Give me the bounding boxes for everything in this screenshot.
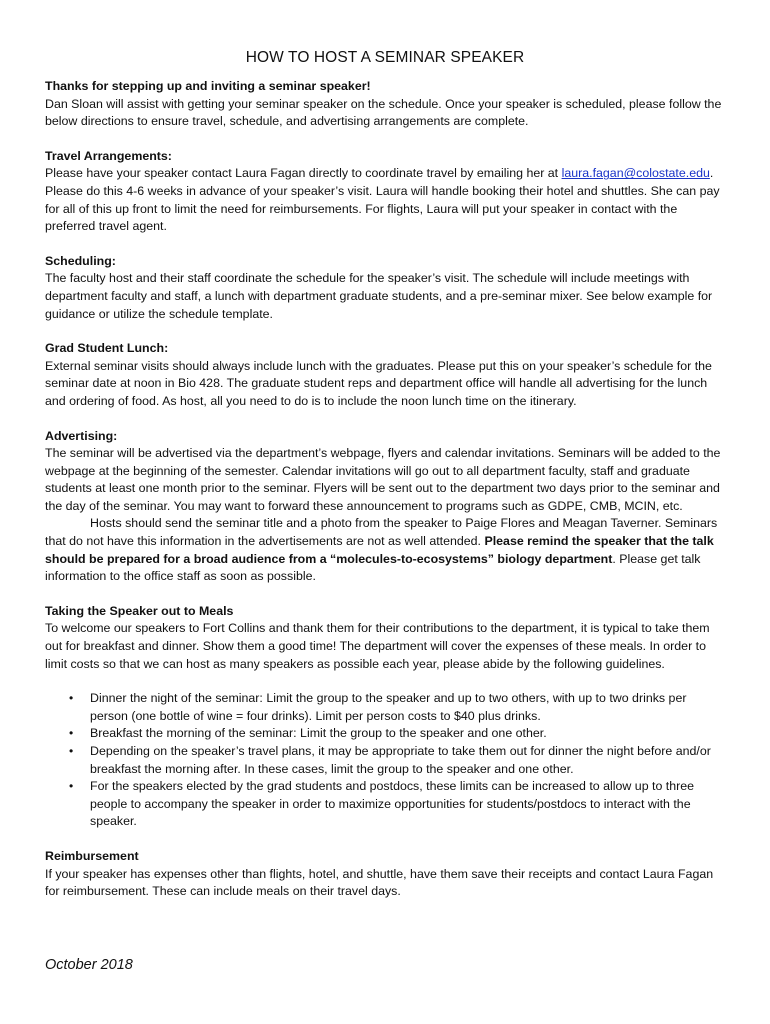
advertising-heading: Advertising: [45, 428, 118, 443]
footer-date: October 2018 [45, 957, 133, 973]
scheduling-section [45, 253, 725, 323]
advertising-para-2 [45, 515, 725, 585]
lunch-heading: Grad Student Lunch: [45, 341, 169, 356]
list-item-text: Breakfast the morning of the seminar: Limit the group to the speaker and one other. [90, 726, 547, 741]
reimbursement-text: If your speaker has expenses other than flights, hotel, and shuttle, have them save their receipts and contact Laura Fagan for reimbursement. These can include meals on their travel days. [45, 866, 714, 899]
travel-text-before: Please have your speaker contact Laura Fagan directly to coordinate travel by emailing her at [45, 166, 562, 181]
lunch-text: External seminar visits should always include lunch with the graduates. Please put this on your speaker’s schedule for the seminar date at noon in Bio 428. The graduate student reps and department office will handle all advertising for the lunch and ordering of food. As host, all you need to do is to include the noon lunch time on the itinerary. [45, 358, 712, 408]
intro-heading: Thanks for stepping up and inviting a seminar speaker! [45, 79, 371, 93]
reimbursement-section [45, 848, 725, 901]
bullet-icon: • [69, 726, 74, 741]
advertising-para-2-end: . Please get talk information to the office staff as soon as possible. [45, 551, 701, 584]
list-item [45, 778, 725, 831]
meals-heading: Taking the Speaker out to Meals [45, 603, 234, 618]
bullet-icon: • [69, 779, 74, 794]
list-item [45, 725, 725, 743]
meals-text: To welcome our speakers to Fort Collins and thank them for their contributions to the department, it is typical to take them out for breakfast and dinner. Show them a good time! The department will cover the expenses of these meals. In order to limit costs so that we can host as many speakers as possible each year, please abide by the following guidelines. [45, 621, 710, 671]
list-item [45, 743, 725, 778]
meals-section [45, 603, 725, 673]
travel-heading: Travel Arrangements: [45, 148, 172, 163]
bullet-icon: • [69, 691, 74, 706]
list-item [45, 690, 725, 725]
list-item-text: Depending on the speaker’s travel plans, it may be appropriate to take them out for dinner the night before and/or breakfast the morning after. In these cases, limit the group to the speaker and one other. [90, 744, 711, 776]
document-page [45, 48, 725, 918]
advertising-para-1: The seminar will be advertised via the department’s webpage, flyers and calendar invitations. Seminars will be added to the webpage at the beginning of the semester. Calendar invitations will go out to all department faculty, staff and graduate students at least one month prior to the seminar. Flyers will be sent out to the department two days prior to the seminar and the day of the seminar. You may want to forward these announcement to programs such as GDPE, CMB, MCIN, etc. [45, 446, 721, 513]
bullet-icon: • [69, 744, 74, 758]
meals-guidelines-list [45, 690, 725, 831]
advertising-section [45, 428, 725, 586]
intro-text: Dan Sloan will assist with getting your seminar speaker on the schedule. Once your speaker is scheduled, please follow the below directions to ensure travel, schedule, and advertising arrangements are complete. [45, 96, 722, 129]
page-title: HOW TO HOST A SEMINAR SPEAKER [245, 49, 525, 66]
lunch-section [45, 340, 725, 410]
travel-section [45, 148, 725, 236]
travel-text-after: . Please do this 4-6 weeks in advance of your speaker’s visit. Laura will handle booking their hotel and shuttles. She can pay for all of this up front to limit the need for reimbursements. For flights, Laura will put your speaker in contact with the preferred travel agent. [45, 166, 720, 234]
reimbursement-heading: Reimbursement [45, 848, 139, 863]
advertising-reminder-bold: Please remind the speaker that the talk should be prepared for a broad audience from a “molecules-to-ecosystems” biology department [45, 534, 714, 566]
list-item-text: Dinner the night of the seminar: Limit the group to the speaker and up to two others, with up to two drinks per person (one bottle of wine = four drinks). Limit per person costs to $40 plus drinks. [90, 691, 687, 723]
scheduling-heading: Scheduling: [45, 253, 116, 268]
scheduling-text: The faculty host and their staff coordinate the schedule for the speaker’s visit. The schedule will include meetings with department faculty and staff, a lunch with department graduate students, and a pre-seminar mixer. See below example for guidance or utilize the schedule template. [45, 271, 713, 321]
email-link[interactable]: laura.fagan@colostate.edu [561, 166, 710, 181]
travel-text [45, 165, 725, 235]
list-item-text: For the speakers elected by the grad students and postdocs, these limits can be increased to allow up to three people to accompany the speaker in order to maximize opportunities for students/postdocs to interact with the speaker. [90, 779, 695, 829]
intro-section [45, 78, 725, 131]
advertising-para-2-text: Hosts should send the seminar title and a photo from the speaker to Paige Flores and Meagan Taverner. Seminars that do not have this information in the advertisements are not as well attended. [45, 516, 718, 549]
